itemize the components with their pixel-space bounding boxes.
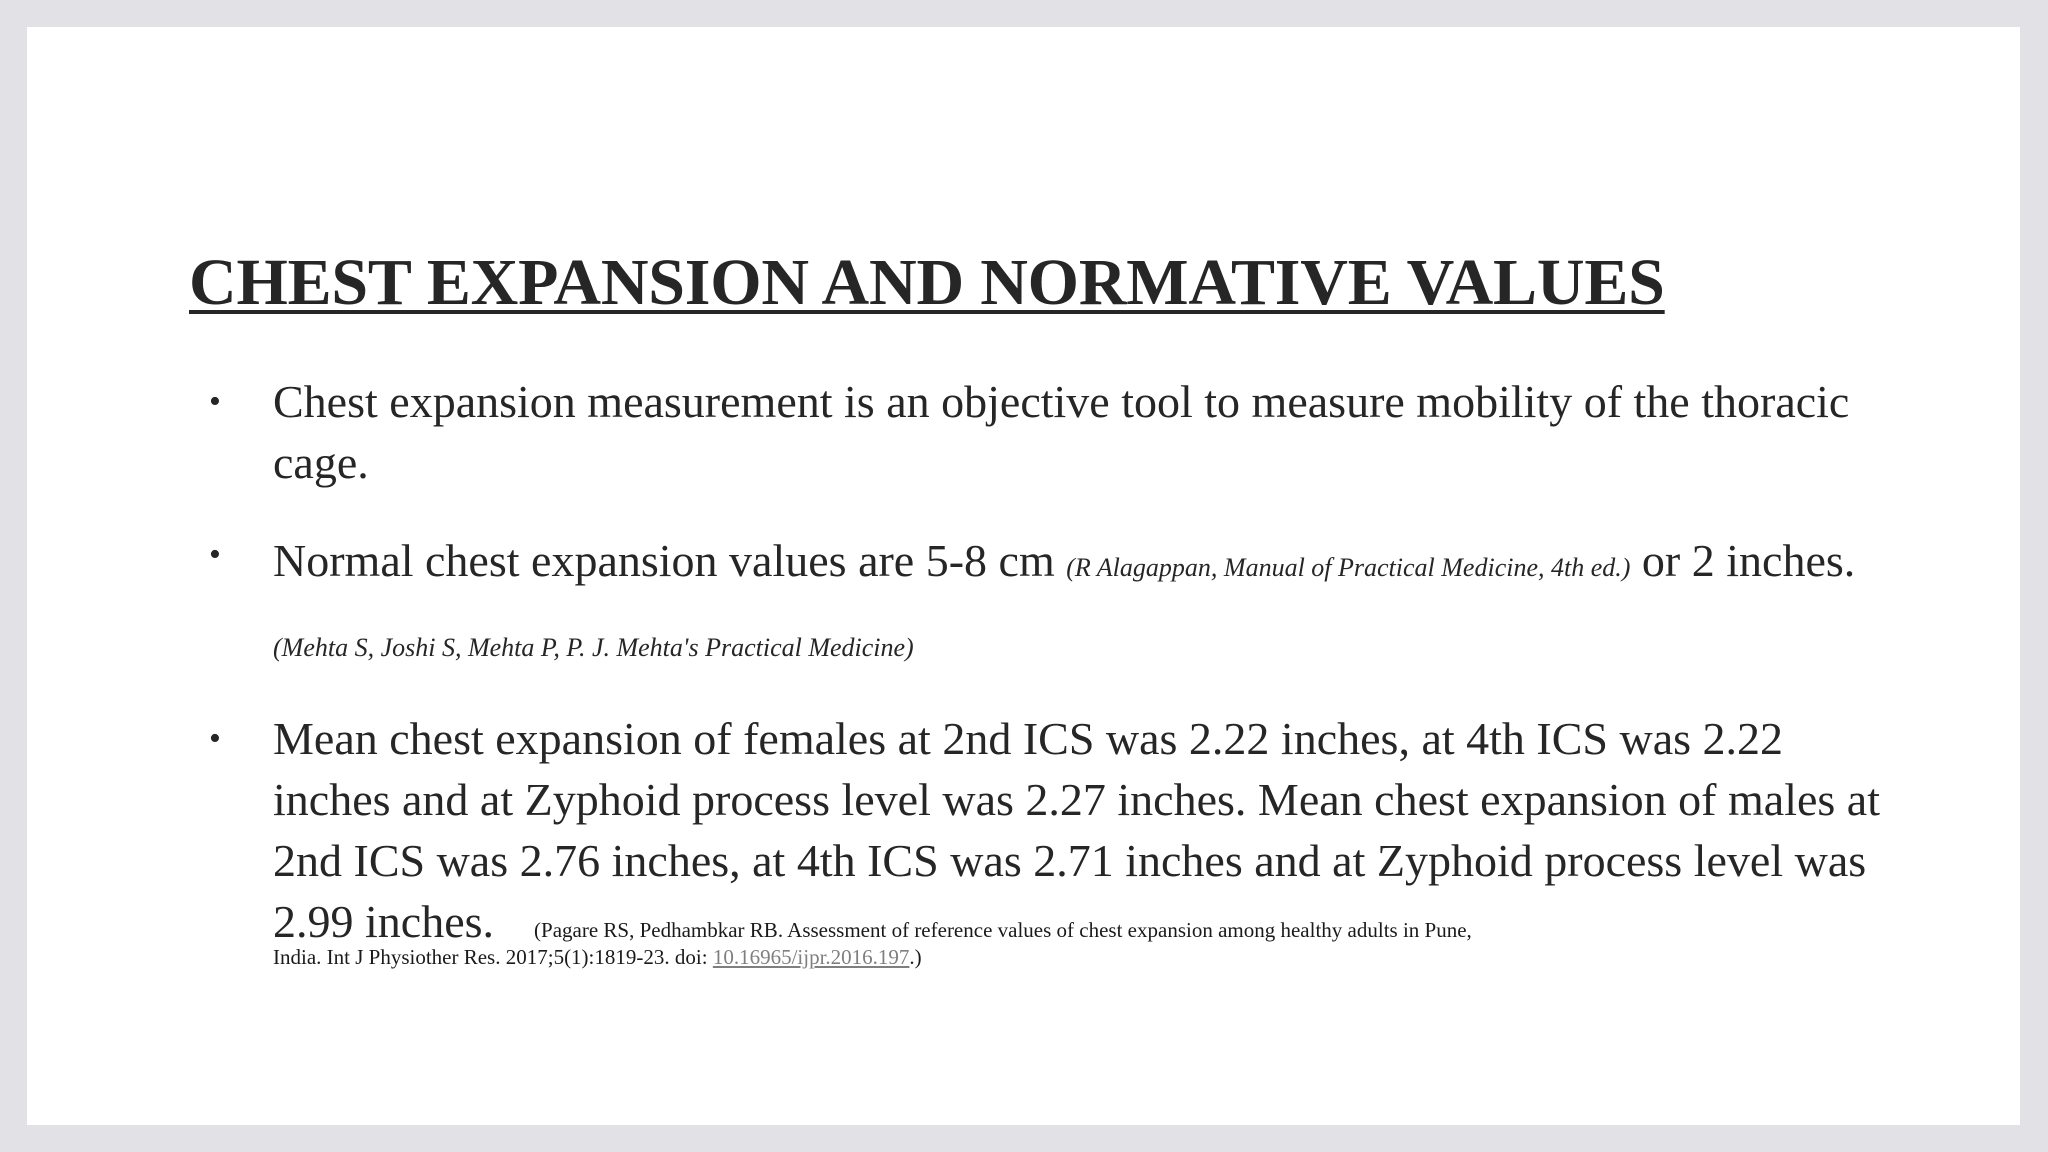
bullet-marker: • (209, 383, 221, 420)
citation: (Pagare RS, Pedhambkar RB. Assessment of reference values of chest expansion among healthy adults in Pune, (534, 918, 1472, 942)
bullet-text-part: Normal chest expansion values are 5-8 cm (273, 535, 1055, 586)
bullet-text (273, 524, 1909, 684)
citation-end: .) (909, 945, 922, 969)
doi-link[interactable]: 10.16965/ijpr.2016.197 (712, 945, 910, 969)
slide (27, 27, 2020, 1125)
citation-continuation (273, 945, 922, 970)
citation: (R Alagappan, Manual of Practical Medicine, 4th ed.) (1066, 553, 1631, 582)
bullet-marker: • (209, 720, 221, 757)
bullet-marker: • (209, 536, 221, 573)
citation-text: India. Int J Physiother Res. 2017;5(1):1819-23. doi: (273, 945, 708, 969)
bullet-text-part: Mean chest expansion of females at 2nd ICS was 2.22 inches, at 4th ICS was 2.22 inches and at Zyphoid process level was 2.27 inches. Mean chest expansion of males at 2nd ICS was 2.76 inches, at 4th ICS was 2.71 inches and at Zyphoid process level was 2.99 inches. (273, 713, 1880, 947)
bullet-text: Chest expansion measurement is an objective tool to measure mobility of the thoracic cage. (273, 376, 1850, 488)
citation: (Mehta S, Joshi S, Mehta P, P. J. Mehta's Practical Medicine) (273, 633, 914, 662)
bullet-text-part: or 2 inches. (1641, 535, 1856, 586)
bullet-text (273, 708, 1909, 961)
slide-title: CHEST EXPANSION AND NORMATIVE VALUES (189, 246, 1665, 319)
